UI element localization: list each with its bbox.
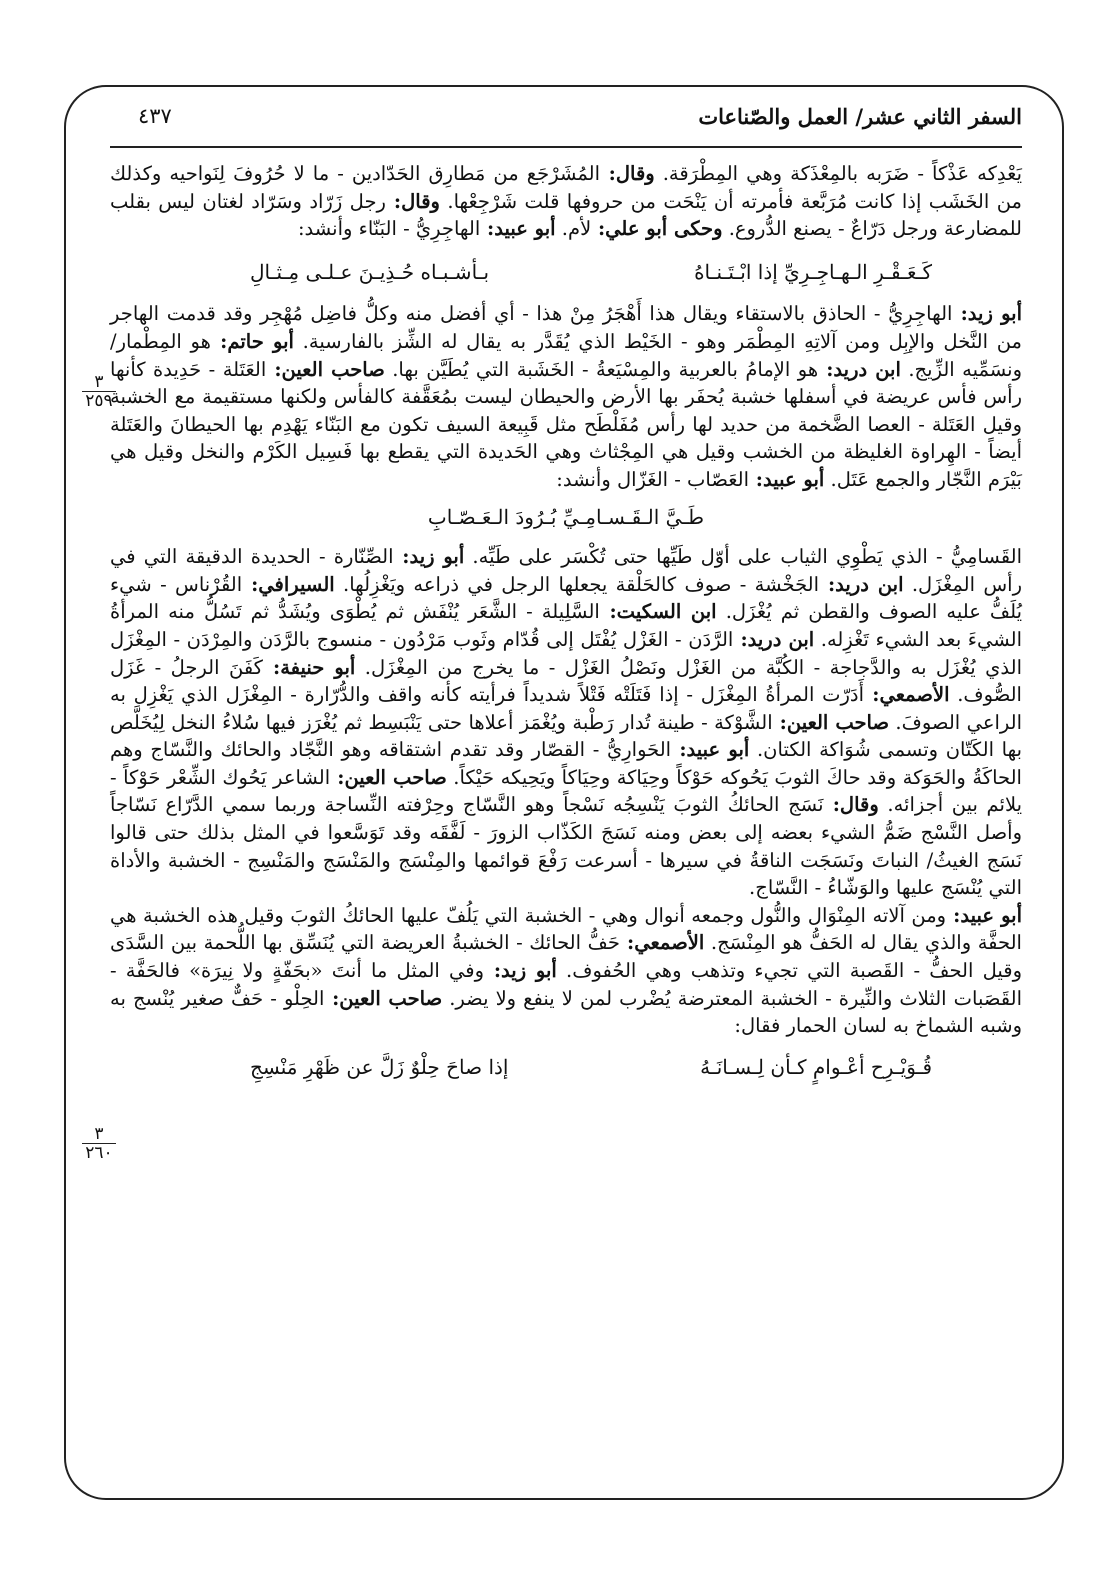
body-text: الصِّنّارة - الحديدة الدقيقة التي في رأس المِغْزَل.	[110, 545, 1022, 596]
header-rule	[110, 146, 1022, 148]
source-citation: الأصمعي:	[863, 683, 950, 707]
body-text: الرَّدَن - الغَزْل يُفْتَل إلى قُدّام وثَوب مَرْدُون - منسوج بالرَّدَن والمِرْدَن - المِغْزَل الذي يُغْزَل به والدَّجاجة - الكُبَّة من الغَزْل ونَصْلُ الغَزْل - ما يخرج من المِغْزَل.	[110, 627, 1022, 679]
verse-hemistich-left: بـأشـبـاه حُـذِيـنَ عـلـى مِـثـالِ	[250, 259, 490, 284]
body-text: الهاجِرِيُّ - البَنّاء وأنشد:	[297, 217, 481, 241]
body-text: هو الإمامُ بالعربية والمِسْيَعةُ - الخَشَبة التي يُطَيَّن بها.	[384, 357, 819, 381]
source-citation: أبو حنيفة:	[262, 655, 356, 679]
source-citation: أبو زيد:	[484, 959, 557, 983]
body-text: هو المِطْمار/ ونسَمِّيه الزِّيج.	[110, 329, 1023, 381]
source-citation: السيرافي:	[242, 572, 335, 596]
source-citation: وحكى أبو علي:	[591, 217, 723, 241]
running-title: السفر الثاني عشر/ العمل والصّناعات	[698, 104, 1022, 129]
body-text: الجَخْشة - صوف كالحَلْقة يجعلها الرجل في ذراعه ويَغْزِلُها.	[334, 572, 820, 596]
body-text: المُشَرْجَع من مَطارِق الحَدّادين - ما لا حُرُوفَ لِنَواحيه وكذلك من الخَشَب إذا كانت مُرَبَّعة فأمرته أن يَنْحَت من حروفها قلت شَرْجِعْها.	[110, 162, 1022, 213]
source-citation: وقال:	[823, 793, 879, 817]
source-citation: وقال:	[385, 189, 440, 213]
body-text: وفي المثل ما أنتَ «بحَفّةٍ ولا نِيرَة» فالحَفَّة - القَصَبات الثلاث والنِّيرة - الخشبة المعترضة يُضْرب لمن لا ينفع ولا يضر.	[110, 959, 1022, 1010]
verse-hemistich: طَـيَّ الـقَـسـامِـيِّ بُـرُودَ الـعَـصّـابِ	[427, 504, 705, 529]
verse-line	[110, 259, 1022, 287]
body-text: الشاعر يَحُوك الشِّعْر حَوْكاً - يلائم بين أجزائه.	[110, 765, 1023, 817]
body-text: الحَوارِيُّ - القصّار وقد تقدم اشتقاقه وهو النَّجّاد والحائك والنَّسّاج وهم الحاكَةُ والحَوَكة وقد حاكَ الثوبَ يَحُوكه حَوْكاً وحِيَاكة وحِيَاكاً ويَحِيكه حَيْكاً.	[110, 738, 1022, 789]
body-text: القَسامِيُّ - الذي يَطْوِي الثياب على أوّل طَيِّها حتى تُكْسَر على طَيِّه.	[464, 545, 1022, 569]
page-body	[110, 160, 1022, 1081]
paragraph	[110, 902, 1022, 1040]
source-citation: ابن السكيت:	[599, 600, 717, 624]
margin-reference	[82, 1125, 116, 1162]
page-number: ٤٣٧	[138, 104, 172, 128]
body-text: الهاجِرِيُّ - الحاذق بالاستقاء ويقال هذا أَهْجَرُ مِنْ هذا - أي أفضل منه وكلُّ فاضِل مُهْجِر وقد قدمت الهاجر من النَّخل والإبِل ومن آلاتِهِ المِطْمَر وهو - الخَيْط الذي يُقَدَّر به يقال له الشِّز بالفارسية.	[110, 302, 1023, 353]
source-citation: صاحب العين:	[324, 986, 443, 1010]
book-page	[110, 92, 1022, 1492]
source-citation: الأصمعي:	[619, 931, 705, 955]
source-citation: أبو عبيد:	[749, 467, 825, 491]
paragraph	[110, 160, 1022, 243]
source-citation: أبو زيد:	[952, 302, 1022, 326]
source-citation: ابن دريد:	[819, 572, 904, 596]
verse-hemistich-right: قُـوَيْـرِح أعْـوامٍ كـأن لِـسـانَـهُ	[700, 1054, 932, 1079]
paragraph	[110, 300, 1022, 493]
body-text: العَتَلة - حَدِيدة كأنها رأس فأس عريضة في أسفلها خشبة يُحفَر بها الأرض والحيطان ليست بمُعَقَّفة كالفأس ولكنها مستقيمة مع الخشبة وقيل العَتَلة - العصا الضَّخمة من حديد لها رأس مُفَلْطَح مثل قَبِيعة السيف تكون مع البَنّاء يَهْدِم بها الحيطانَ والعَتَلة أيضاً - الهِراوة الغليظة من الخشب وقيل هي المِجْثاث وهي الحَديدة التي يقطع بها فَسِيل الكَرْم والنخل وقيل هي بَيْرَم النَّجّار والجمع عَتَل.	[110, 357, 1022, 491]
source-citation: ابن دريد:	[818, 357, 901, 381]
source-citation: أبو حاتم:	[210, 329, 294, 353]
margin-volume: ٣	[82, 1125, 116, 1144]
body-text: أَدَرّت المرأةُ المِغْزَل - إذا فَتَلَتْه فَتْلاً شديداً فرأيته كأنه واقف والدُّرّارة - المِغْزَل الذي يَغْزِل به الراعي الصوفَ.	[110, 683, 1022, 734]
body-text: نَسَج الحائكُ الثوبَ يَنْسِجُه نَسْجاً وهو النَّسّاج وحِرْفته النِّساجة وربما سمي الدَّرّاع نَسّاجاً وأصل النَّسْج ضَمُّ الشيء بعضه إلى بعض ومنه نَسَجَ الكَذّاب الزورَ - لَفَّقَه وقد تَوَسَّعوا في المثل بذلك حتى قالوا نَسَج الغيثُ/ النباتَ ونَسَجَت الناقةُ في سيرها - أسرعت رَفْعَ قوائمها والمِنْسَج والمَنْسَج والمَنْسِج - الخشبة والأداة التي يُنْسَج عليها والوَشّاءُ - النَّسّاج.	[110, 793, 1022, 900]
source-citation: أبو عبيد:	[671, 738, 750, 762]
body-text: السَّلِيلة - الشَّعَر يُنْفَش ثم يُطْوَى ويُشَدُّ ثم تَسُلُّ منه المرأةُ الشيءَ بعد الشيء تَغْزِله.	[110, 600, 1022, 651]
source-citation: وقال:	[600, 162, 655, 185]
body-text: يَعْدِكه عَذْكاً - ضَرَبه بالمِعْذَكة وهي المِطْرَقة.	[654, 162, 1022, 185]
verse-hemistich-left: إذا صاحَ حِلْوٌ زَلَّ عن ظَهْرِ مَنْسِجِ	[250, 1054, 509, 1079]
verse-line	[110, 1054, 1022, 1082]
body-text: الشَّوْكة - طينة تُدار رَطْبة ويُغْمَز أعلاها حتى يَنْبَسِط ثم يُغْرَز فيها سُلاءُ النخل لِيُخَلَّص بها الكَتّان وتسمى شُوَاكة الكتان.	[110, 710, 1023, 762]
body-text: العَصّاب - الغَزّال وأنشد:	[556, 467, 750, 491]
body-text: لأم.	[555, 217, 592, 241]
source-citation: ابن دريد:	[733, 627, 815, 651]
body-text: رجل زَرّاد وسَرّاد لغتان ليس بقلب للمضارعة ورجل دَرّاعٌ - يصنع الدُّروع.	[110, 189, 1022, 241]
verse-line	[110, 504, 1022, 532]
verse-hemistich-right: كَـعَـقْـرِ الـهـاجِـرِيِّ إذا ابْـتَـنـاهُ	[694, 259, 932, 284]
source-citation: صاحب العين:	[330, 765, 447, 789]
paragraph	[110, 543, 1022, 902]
body-text: ومن آلاته المِنْوَال والنُّول وجمعه أنوال وهي - الخشبة التي يَلُفّ عليها الحائكُ الثوبَ وقيل هذه الخشبة هي الحفَّة والذي يقال له الحَفُّ هو المِنْسَج.	[110, 903, 1022, 955]
body-text: الحِلْو - حَفٌّ صغير يُنْسج به وشبه الشماخ به لسان الحمار فقال:	[110, 986, 1022, 1038]
body-text: كَفَنَ الرجلُ - غَزَل الصُّوف.	[110, 655, 1022, 707]
margin-page: ٢٦٠	[85, 1143, 113, 1163]
source-citation: صاحب العين:	[266, 357, 385, 381]
running-header	[110, 104, 1022, 140]
source-citation: أبو عبيد:	[480, 217, 556, 241]
body-text: حَفُّ الحائك - الخشبةُ العريضة التي يُنَسِّق بها اللُّحمة بين السَّدَى وقيل الحفُّ - القَصبة التي تجيء وتذهب وهي الحُفوف.	[110, 931, 1022, 983]
body-text: القُرْناس - شيء يُلَفُّ عليه الصوف والقطن ثم يُغْزَل.	[110, 572, 1022, 624]
margin-volume: ٣	[82, 373, 116, 392]
source-citation: صاحب العين:	[772, 710, 890, 734]
source-citation: أبو زيد:	[393, 545, 465, 569]
margin-reference	[82, 373, 116, 410]
margin-page: ٢٥٩	[85, 391, 113, 411]
source-citation: أبو عبيد:	[946, 903, 1022, 927]
